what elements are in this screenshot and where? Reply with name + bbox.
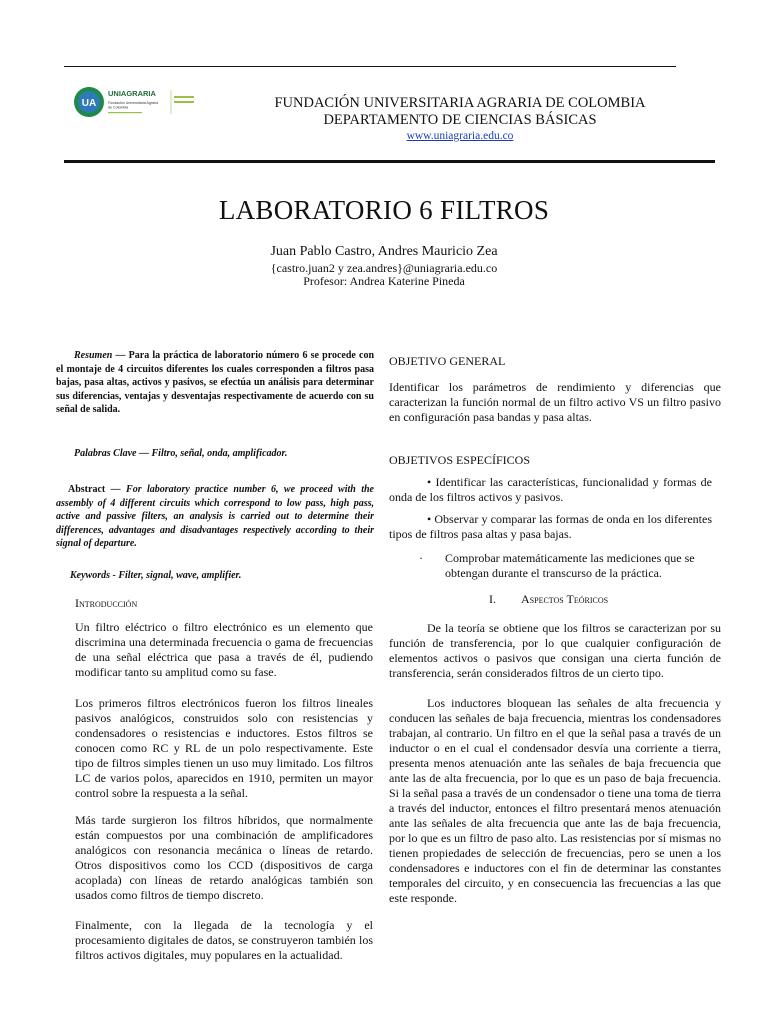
intro-paragraph-3: Más tarde surgieron los filtros híbridos, que normalmente están compuestos por una combinación de amplificadores analógicos con resonancia mecánica o líneas de retardo. Otros dispositivos como los CCD (dispositivos de carga acoplada) con líneas de retardo analógicas también son usados como filtros de tiempo discreto. [75, 813, 373, 902]
uniagraria-logo [72, 82, 196, 122]
institution-name: FUNDACIÓN UNIVERSITARIA AGRARIA DE COLOMBIA [274, 95, 646, 111]
keywords-label: Keywords [70, 570, 110, 581]
objetivos-especificos-heading: OBJETIVOS ESPECÍFICOS [389, 453, 531, 467]
intro-paragraph-1: Un filtro eléctrico o filtro electrónico es un elemento que discrimina una determinada frecuencia o gama de frecuencias de una señal eléctrica que pasa a través de él, pudiendo modificar tanto su amplitud como su fase. [75, 620, 373, 679]
intro-heading: Introducción [75, 596, 138, 610]
section-number: I. [489, 592, 496, 606]
svg-text:de Colombia: de Colombia [108, 105, 129, 110]
objective-bullet-2: • Observar y comparar las formas de onda en los diferentes tipos de filtros pasa altas y pasa bajas. [389, 512, 712, 541]
paper-title: LABORATORIO 6 FILTROS [218, 195, 550, 225]
theory-paragraph-1: De la teoría se obtiene que los filtros se caracterizan por su función de transferencia, por lo que cualquier configuración de elementos activos o pasivos que consigan una cierta función de transferencia, serán considerados filtros de un cierto tipo. [389, 621, 721, 680]
authors: Juan Pablo Castro, Andres Mauricio Zea [270, 244, 498, 259]
abstract-paragraph [56, 483, 374, 551]
resumen-paragraph [56, 349, 374, 417]
keywords-text: - Filter, signal, wave, amplifier. [110, 570, 242, 581]
professor: Profesor: Andrea Katerine Pineda [303, 274, 465, 288]
author-emails: {castro.juan2 y zea.andres}@uniagraria.edu.co [270, 261, 498, 275]
aspectos-teoricos-heading: Aspectos Teóricos [521, 592, 609, 606]
intro-paragraph-4: Finalmente, con la llegada de la tecnología y el procesamiento digitales de datos, se construyeron también los filtros activos digitales, muy populares en la actualidad. [75, 918, 373, 962]
department-name: DEPARTAMENTO DE CIENCIAS BÁSICAS [323, 112, 597, 128]
palabras-text: — Filtro, señal, onda, amplificador. [136, 448, 288, 459]
svg-text:UA: UA [81, 98, 97, 109]
keywords-paragraph [70, 569, 374, 583]
palabras-label: Palabras Clave [74, 448, 137, 459]
objective-bullet-3-marker: · [419, 551, 423, 565]
intro-paragraph-2: Los primeros filtros electrónicos fueron los filtros lineales pasivos analógicos, construidos solo con resistencias y condensadores o resistencias e inductores. Estos filtros se conocen como RC y RL de un polo respectivamente. Este tipo de filtros simples tienen un uso muy limitado. Los filtros LC de varios polos, aparecidos en 1910, permiten un mayor control sobre la respuesta a la señal. [75, 696, 373, 800]
abstract-text: — For laboratory practice number 6, we proceed with the assembly of 4 different circuits which correspond to low pass, high pass, active and passive filters, an analysis is carried out to determine their differences, advantages and disadvantages respectively according to their signal of departure. [56, 484, 374, 550]
svg-text:Fundación Universitaria Agrari: Fundación Universitaria Agraria [108, 101, 159, 105]
header-rule [64, 160, 715, 163]
resumen-label: Resumen [74, 350, 113, 361]
objetivo-general-text: Identificar los parámetros de rendimiento y diferencias que caracterizan la función normal de un filtro activo VS un filtro pasivo en configuración pasa bandas y pasa altas. [389, 380, 721, 424]
website-link[interactable]: www.uniagraria.edu.co [406, 130, 514, 142]
objective-bullet-3: Comprobar matemáticamente las mediciones que se obtengan durante el transcurso de la práctica. [445, 551, 695, 580]
objetivo-general-heading: OBJETIVO GENERAL [389, 354, 506, 368]
resumen-text: — Para la práctica de laboratorio número 6 se procede con el montaje de 4 circuitos diferentes los cuales corresponden a filtros pasa bajas, pasa altas, activos y pasivos, se efectúa un análisis para determinar sus diferencias, ventajas y desventajas respectivamente de acuerdo con su señal de salida. [56, 350, 374, 416]
objective-bullet-1: • Identificar las características, funcionalidad y formas de onda de los filtros activos y pasivos. [389, 475, 712, 504]
abstract-label: Abstract [68, 484, 106, 495]
theory-paragraph-2: Los inductores bloquean las señales de alta frecuencia y conducen las señales de baja frecuencia, mientras los condensadores trabajan, al contrario. Un filtro en el que la señal pasa a través de un inductor o en el cual el condensador desvía una corriente a tierra, presenta menos atenuación ante las señales de baja frecuencia que ante las de alta frecuencia, por lo que es un paso de baja frecuencia. Si la señal pasa a través de un condensador o tiene una toma de tierra a través del inductor, entonces el filtro presentará menos atenuación ante las señales de alta frecuencia que ante las de baja frecuencia, por lo que es un filtro de paso alto. Las resistencias por sí mismas no tienen propiedades de selección de frecuencias, pero se unen a los condensadores e inductores con el fin de determinar las constantes temporales del circuito, y en consecuencia las frecuencias a las que este responde. [389, 696, 721, 905]
top-rule [64, 66, 676, 67]
palabras-clave-paragraph [56, 447, 374, 461]
svg-text:UNIAGRARIA: UNIAGRARIA [108, 89, 156, 98]
